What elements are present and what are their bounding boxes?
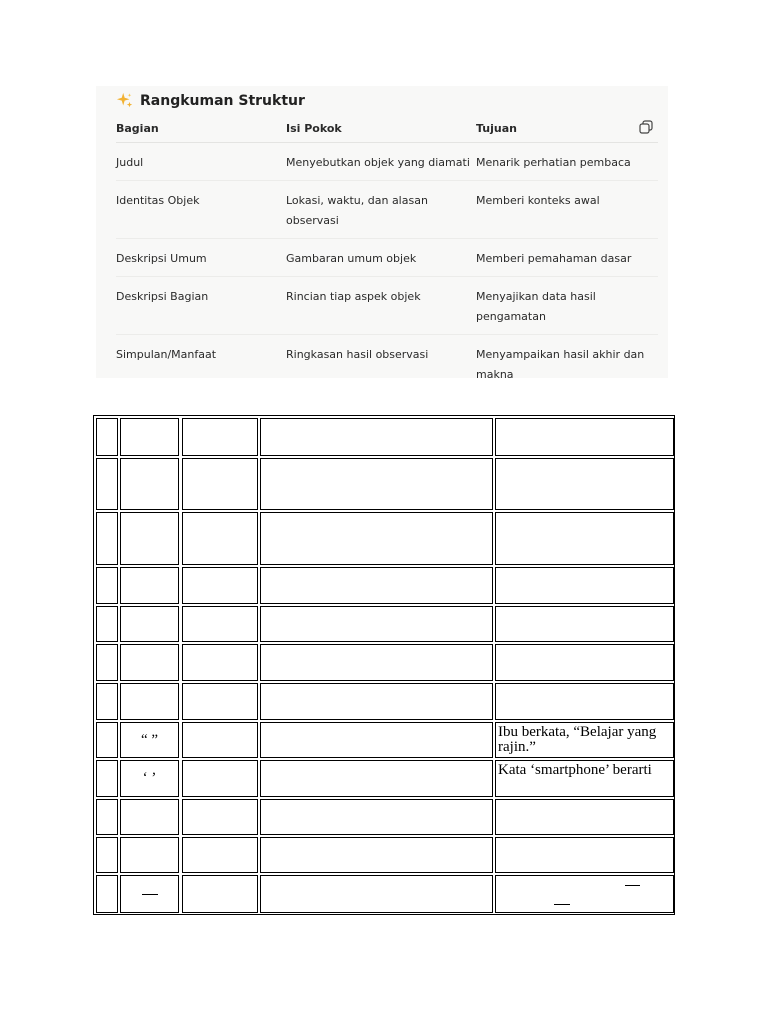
- empty-cell: [120, 567, 179, 604]
- empty-cell: [260, 458, 493, 510]
- cell-isi: Menyebutkan objek yang diamati: [286, 143, 476, 181]
- table-row: [116, 239, 658, 277]
- empty-cell: [96, 512, 118, 565]
- cell-bagian: Deskripsi Umum: [116, 239, 286, 277]
- sparkle-icon: [116, 92, 134, 110]
- empty-cell: [96, 837, 118, 873]
- table-row: [116, 181, 658, 239]
- empty-cell: [182, 799, 258, 835]
- empty-cell: [495, 567, 674, 604]
- empty-cell: [260, 567, 493, 604]
- quote-mark-cell: [120, 722, 179, 758]
- header-bagian: Bagian: [116, 113, 286, 143]
- header-tujuan: Tujuan: [476, 113, 658, 143]
- empty-cell: [495, 606, 674, 642]
- empty-cell: [260, 418, 493, 456]
- empty-cell: [182, 875, 258, 913]
- summary-header-row: [116, 113, 658, 143]
- cell-bagian: Deskripsi Bagian: [116, 277, 286, 335]
- header-isi-pokok: Isi Pokok: [286, 113, 476, 143]
- empty-cell: [182, 606, 258, 642]
- empty-cell: [96, 722, 118, 758]
- empty-cell: [495, 875, 674, 913]
- empty-cell: [96, 799, 118, 835]
- example-cell: [495, 722, 674, 758]
- empty-cell: [182, 418, 258, 456]
- empty-cell: [182, 683, 258, 720]
- empty-cell: [96, 418, 118, 456]
- cell-bagian: Identitas Objek: [116, 181, 286, 239]
- empty-cell: [120, 418, 179, 456]
- empty-cell: [495, 418, 674, 456]
- summary-title: Rangkuman Struktur: [140, 93, 305, 109]
- empty-cell: [495, 458, 674, 510]
- cell-tujuan: Menyajikan data hasil pengamatan: [476, 277, 658, 335]
- cell-text: ‘ ’: [142, 770, 157, 786]
- blank-line: [142, 894, 158, 895]
- summary-card: [96, 86, 668, 381]
- cell-text: Kata ‘smartphone’ berarti: [498, 762, 652, 778]
- table-row: [116, 143, 658, 181]
- empty-cell: [260, 722, 493, 758]
- empty-cell: [120, 799, 179, 835]
- empty-cell: [495, 837, 674, 873]
- empty-cell: [260, 875, 493, 913]
- empty-cell: [495, 644, 674, 681]
- empty-cell: [120, 512, 179, 565]
- empty-cell: [260, 644, 493, 681]
- empty-cell: [495, 683, 674, 720]
- cell-isi: Gambaran umum objek: [286, 239, 476, 277]
- empty-cell: [260, 760, 493, 797]
- cell-bagian: Judul: [116, 143, 286, 181]
- empty-cell: [260, 683, 493, 720]
- empty-cell: [120, 606, 179, 642]
- summary-header: [116, 92, 305, 110]
- cell-isi: Rincian tiap aspek objek: [286, 277, 476, 335]
- empty-cell: [120, 683, 179, 720]
- summary-table: [116, 113, 658, 392]
- empty-cell: [96, 458, 118, 510]
- cell-isi: Ringkasan hasil observasi: [286, 348, 429, 361]
- blank-line: [554, 904, 570, 905]
- empty-cell: [182, 722, 258, 758]
- empty-cell: [182, 458, 258, 510]
- cell-tujuan: Menarik perhatian pembaca: [476, 143, 658, 181]
- cell-bagian: Simpulan/Manfaat: [116, 348, 217, 361]
- empty-cell: [260, 606, 493, 642]
- empty-cell: [260, 799, 493, 835]
- table-row: [116, 335, 658, 393]
- cell-text: “ ”: [140, 732, 159, 748]
- empty-cell: [96, 606, 118, 642]
- example-cell: [495, 760, 674, 797]
- empty-cell: [96, 567, 118, 604]
- empty-cell: [96, 683, 118, 720]
- empty-cell: [182, 644, 258, 681]
- cell-isi: Lokasi, waktu, dan alasan observasi: [286, 181, 476, 239]
- empty-cell: [120, 458, 179, 510]
- bordered-table: [93, 415, 675, 915]
- cell-tujuan: Memberi pemahaman dasar: [476, 239, 658, 277]
- empty-cell: [182, 837, 258, 873]
- empty-cell: [96, 644, 118, 681]
- empty-cell: [260, 512, 493, 565]
- cell-tujuan: Menyampaikan hasil akhir dan makna: [476, 348, 645, 381]
- empty-cell: [120, 837, 179, 873]
- empty-cell: [96, 875, 118, 913]
- empty-cell: [182, 512, 258, 565]
- cell-tujuan: Memberi konteks awal: [476, 181, 658, 239]
- empty-cell: [495, 512, 674, 565]
- empty-cell: [182, 567, 258, 604]
- empty-cell: [120, 644, 179, 681]
- table-row: [116, 277, 658, 335]
- empty-cell: [182, 760, 258, 797]
- blank-line: [625, 885, 640, 886]
- empty-cell: [260, 837, 493, 873]
- empty-cell: [96, 760, 118, 797]
- empty-cell: [495, 799, 674, 835]
- quote-mark-cell: [120, 760, 179, 797]
- cell-text: Ibu berkata, “Belajar yang rajin.”: [498, 724, 657, 755]
